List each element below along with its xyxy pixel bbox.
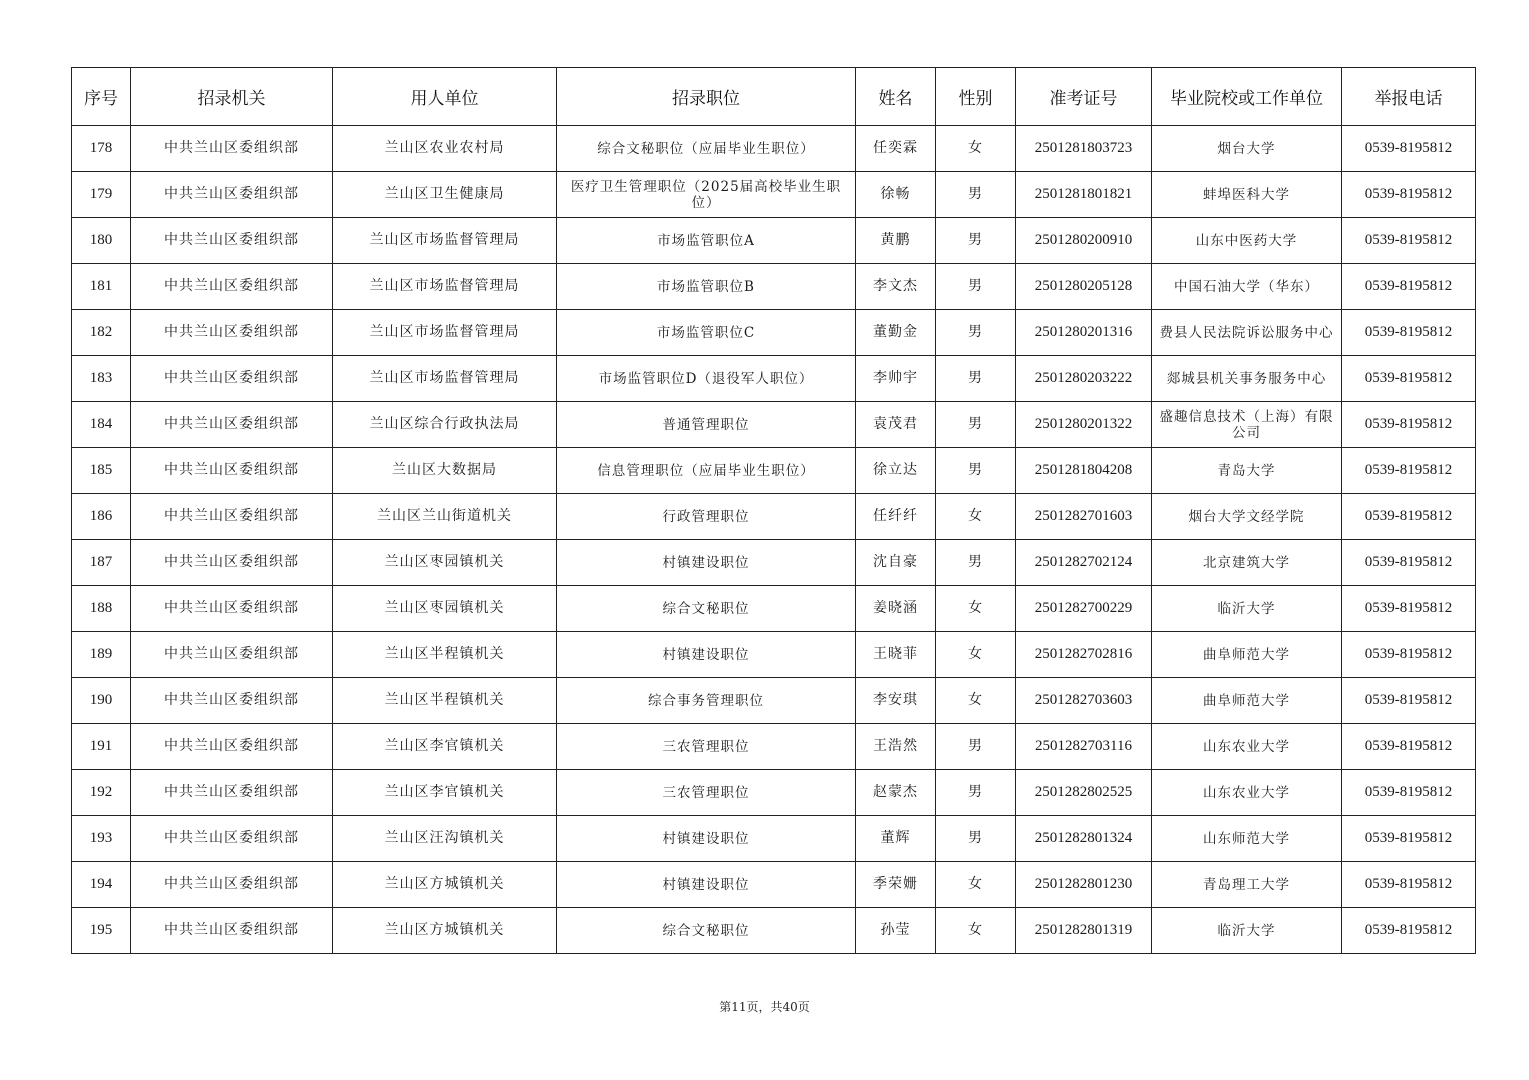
cell-position: 综合文秘职位 [557, 908, 856, 954]
cell-recruiting-agency: 中共兰山区委组织部 [131, 724, 333, 770]
cell-school-or-workplace: 山东农业大学 [1152, 724, 1342, 770]
cell-report-phone: 0539-8195812 [1342, 356, 1476, 402]
cell-exam-id: 2501280201316 [1016, 310, 1152, 356]
cell-school-or-workplace: 蚌埠医科大学 [1152, 172, 1342, 218]
table-header [72, 68, 1476, 126]
cell-school-or-workplace: 临沂大学 [1152, 908, 1342, 954]
cell-gender: 男 [936, 356, 1016, 402]
cell-school-or-workplace: 青岛理工大学 [1152, 862, 1342, 908]
header-exam-id: 准考证号 [1016, 68, 1152, 126]
page-footer: 第11页，共40页 [719, 1000, 810, 1014]
cell-position: 村镇建设职位 [557, 540, 856, 586]
header-gender: 性别 [936, 68, 1016, 126]
cell-name: 沈自豪 [856, 540, 936, 586]
cell-index: 190 [72, 678, 131, 724]
cell-report-phone: 0539-8195812 [1342, 770, 1476, 816]
cell-gender: 男 [936, 402, 1016, 448]
table-row [72, 816, 1476, 862]
cell-position: 村镇建设职位 [557, 632, 856, 678]
cell-report-phone: 0539-8195812 [1342, 126, 1476, 172]
cell-recruiting-agency: 中共兰山区委组织部 [131, 310, 333, 356]
cell-report-phone: 0539-8195812 [1342, 632, 1476, 678]
cell-exam-id: 2501282801319 [1016, 908, 1152, 954]
cell-position: 医疗卫生管理职位（2025届高校毕业生职位） [557, 172, 856, 218]
cell-position: 三农管理职位 [557, 724, 856, 770]
cell-employer: 兰山区市场监督管理局 [333, 310, 557, 356]
cell-position: 综合文秘职位 [557, 586, 856, 632]
cell-exam-id: 2501282802525 [1016, 770, 1152, 816]
cell-gender: 男 [936, 724, 1016, 770]
cell-exam-id: 2501280200910 [1016, 218, 1152, 264]
cell-exam-id: 2501281803723 [1016, 126, 1152, 172]
cell-recruiting-agency: 中共兰山区委组织部 [131, 356, 333, 402]
cell-recruiting-agency: 中共兰山区委组织部 [131, 862, 333, 908]
cell-recruiting-agency: 中共兰山区委组织部 [131, 126, 333, 172]
cell-position: 信息管理职位（应届毕业生职位） [557, 448, 856, 494]
cell-name: 王浩然 [856, 724, 936, 770]
cell-name: 赵蒙杰 [856, 770, 936, 816]
cell-school-or-workplace: 曲阜师范大学 [1152, 632, 1342, 678]
cell-school-or-workplace: 山东师范大学 [1152, 816, 1342, 862]
header-school-or-workplace: 毕业院校或工作单位 [1152, 68, 1342, 126]
cell-report-phone: 0539-8195812 [1342, 310, 1476, 356]
table-row [72, 126, 1476, 172]
cell-gender: 男 [936, 770, 1016, 816]
cell-position: 市场监管职位D（退役军人职位） [557, 356, 856, 402]
table-body [72, 126, 1476, 954]
table-row [72, 586, 1476, 632]
cell-employer: 兰山区综合行政执法局 [333, 402, 557, 448]
table-row [72, 494, 1476, 540]
cell-position: 市场监管职位A [557, 218, 856, 264]
cell-school-or-workplace: 青岛大学 [1152, 448, 1342, 494]
cell-employer: 兰山区兰山街道机关 [333, 494, 557, 540]
cell-report-phone: 0539-8195812 [1342, 402, 1476, 448]
cell-index: 184 [72, 402, 131, 448]
cell-exam-id: 2501282703603 [1016, 678, 1152, 724]
cell-name: 季荣姗 [856, 862, 936, 908]
cell-gender: 女 [936, 862, 1016, 908]
cell-employer: 兰山区卫生健康局 [333, 172, 557, 218]
cell-employer: 兰山区李官镇机关 [333, 770, 557, 816]
cell-school-or-workplace: 郯城县机关事务服务中心 [1152, 356, 1342, 402]
cell-recruiting-agency: 中共兰山区委组织部 [131, 264, 333, 310]
cell-position: 村镇建设职位 [557, 816, 856, 862]
cell-employer: 兰山区汪沟镇机关 [333, 816, 557, 862]
header-position: 招录职位 [557, 68, 856, 126]
cell-school-or-workplace: 临沂大学 [1152, 586, 1342, 632]
cell-position: 市场监管职位B [557, 264, 856, 310]
cell-recruiting-agency: 中共兰山区委组织部 [131, 770, 333, 816]
cell-recruiting-agency: 中共兰山区委组织部 [131, 678, 333, 724]
cell-recruiting-agency: 中共兰山区委组织部 [131, 218, 333, 264]
results-table [71, 67, 1476, 954]
cell-name: 李安琪 [856, 678, 936, 724]
cell-position: 行政管理职位 [557, 494, 856, 540]
header-row [72, 68, 1476, 126]
cell-name: 王晓菲 [856, 632, 936, 678]
cell-report-phone: 0539-8195812 [1342, 448, 1476, 494]
cell-position: 村镇建设职位 [557, 862, 856, 908]
cell-employer: 兰山区枣园镇机关 [333, 586, 557, 632]
table-row [72, 356, 1476, 402]
cell-school-or-workplace: 山东中医药大学 [1152, 218, 1342, 264]
cell-employer: 兰山区半程镇机关 [333, 678, 557, 724]
cell-employer: 兰山区李官镇机关 [333, 724, 557, 770]
cell-exam-id: 2501281804208 [1016, 448, 1152, 494]
table-row [72, 310, 1476, 356]
cell-gender: 男 [936, 264, 1016, 310]
cell-index: 188 [72, 586, 131, 632]
cell-exam-id: 2501282702816 [1016, 632, 1152, 678]
cell-report-phone: 0539-8195812 [1342, 494, 1476, 540]
cell-report-phone: 0539-8195812 [1342, 724, 1476, 770]
cell-exam-id: 2501280205128 [1016, 264, 1152, 310]
cell-exam-id: 2501282701603 [1016, 494, 1152, 540]
cell-school-or-workplace: 曲阜师范大学 [1152, 678, 1342, 724]
cell-school-or-workplace: 盛趣信息技术（上海）有限公司 [1152, 402, 1342, 448]
cell-name: 任纤纤 [856, 494, 936, 540]
cell-gender: 女 [936, 908, 1016, 954]
cell-index: 192 [72, 770, 131, 816]
cell-position: 市场监管职位C [557, 310, 856, 356]
cell-employer: 兰山区方城镇机关 [333, 862, 557, 908]
cell-employer: 兰山区市场监督管理局 [333, 356, 557, 402]
cell-gender: 女 [936, 678, 1016, 724]
cell-gender: 女 [936, 632, 1016, 678]
cell-name: 董辉 [856, 816, 936, 862]
table-row [72, 862, 1476, 908]
cell-school-or-workplace: 中国石油大学（华东） [1152, 264, 1342, 310]
cell-position: 普通管理职位 [557, 402, 856, 448]
cell-index: 178 [72, 126, 131, 172]
table-row [72, 264, 1476, 310]
cell-gender: 男 [936, 816, 1016, 862]
cell-index: 179 [72, 172, 131, 218]
cell-employer: 兰山区市场监督管理局 [333, 264, 557, 310]
cell-recruiting-agency: 中共兰山区委组织部 [131, 632, 333, 678]
cell-report-phone: 0539-8195812 [1342, 862, 1476, 908]
cell-index: 180 [72, 218, 131, 264]
table-row [72, 402, 1476, 448]
cell-employer: 兰山区方城镇机关 [333, 908, 557, 954]
table-row [72, 678, 1476, 724]
cell-report-phone: 0539-8195812 [1342, 172, 1476, 218]
header-index: 序号 [72, 68, 131, 126]
cell-gender: 男 [936, 218, 1016, 264]
header-report-phone: 举报电话 [1342, 68, 1476, 126]
cell-report-phone: 0539-8195812 [1342, 540, 1476, 586]
cell-gender: 女 [936, 586, 1016, 632]
table-row [72, 448, 1476, 494]
cell-school-or-workplace: 烟台大学文经学院 [1152, 494, 1342, 540]
cell-report-phone: 0539-8195812 [1342, 264, 1476, 310]
cell-index: 182 [72, 310, 131, 356]
cell-name: 姜晓涵 [856, 586, 936, 632]
cell-name: 李文杰 [856, 264, 936, 310]
cell-index: 185 [72, 448, 131, 494]
table-row [72, 540, 1476, 586]
cell-recruiting-agency: 中共兰山区委组织部 [131, 448, 333, 494]
cell-name: 孙莹 [856, 908, 936, 954]
cell-school-or-workplace: 烟台大学 [1152, 126, 1342, 172]
cell-report-phone: 0539-8195812 [1342, 586, 1476, 632]
table-row [72, 172, 1476, 218]
table-row [72, 632, 1476, 678]
cell-recruiting-agency: 中共兰山区委组织部 [131, 402, 333, 448]
cell-exam-id: 2501280201322 [1016, 402, 1152, 448]
cell-recruiting-agency: 中共兰山区委组织部 [131, 816, 333, 862]
cell-name: 董勤金 [856, 310, 936, 356]
cell-gender: 女 [936, 126, 1016, 172]
header-employer: 用人单位 [333, 68, 557, 126]
cell-report-phone: 0539-8195812 [1342, 908, 1476, 954]
cell-name: 徐立达 [856, 448, 936, 494]
cell-index: 194 [72, 862, 131, 908]
cell-exam-id: 2501282801230 [1016, 862, 1152, 908]
cell-recruiting-agency: 中共兰山区委组织部 [131, 172, 333, 218]
cell-exam-id: 2501282703116 [1016, 724, 1152, 770]
cell-index: 189 [72, 632, 131, 678]
cell-gender: 男 [936, 540, 1016, 586]
cell-index: 181 [72, 264, 131, 310]
table-row [72, 218, 1476, 264]
cell-position: 三农管理职位 [557, 770, 856, 816]
cell-report-phone: 0539-8195812 [1342, 218, 1476, 264]
cell-name: 袁茂君 [856, 402, 936, 448]
cell-index: 191 [72, 724, 131, 770]
header-name: 姓名 [856, 68, 936, 126]
cell-report-phone: 0539-8195812 [1342, 816, 1476, 862]
cell-exam-id: 2501282700229 [1016, 586, 1152, 632]
cell-position: 综合文秘职位（应届毕业生职位） [557, 126, 856, 172]
cell-employer: 兰山区枣园镇机关 [333, 540, 557, 586]
cell-name: 任奕霖 [856, 126, 936, 172]
table-row [72, 724, 1476, 770]
cell-name: 徐畅 [856, 172, 936, 218]
cell-exam-id: 2501282702124 [1016, 540, 1152, 586]
cell-gender: 男 [936, 448, 1016, 494]
cell-recruiting-agency: 中共兰山区委组织部 [131, 586, 333, 632]
cell-recruiting-agency: 中共兰山区委组织部 [131, 540, 333, 586]
cell-gender: 男 [936, 310, 1016, 356]
cell-exam-id: 2501281801821 [1016, 172, 1152, 218]
cell-gender: 女 [936, 494, 1016, 540]
cell-recruiting-agency: 中共兰山区委组织部 [131, 908, 333, 954]
cell-position: 综合事务管理职位 [557, 678, 856, 724]
cell-employer: 兰山区市场监督管理局 [333, 218, 557, 264]
cell-recruiting-agency: 中共兰山区委组织部 [131, 494, 333, 540]
cell-index: 187 [72, 540, 131, 586]
cell-school-or-workplace: 北京建筑大学 [1152, 540, 1342, 586]
cell-index: 195 [72, 908, 131, 954]
cell-index: 183 [72, 356, 131, 402]
cell-employer: 兰山区农业农村局 [333, 126, 557, 172]
cell-employer: 兰山区半程镇机关 [333, 632, 557, 678]
cell-name: 李帅宇 [856, 356, 936, 402]
cell-employer: 兰山区大数据局 [333, 448, 557, 494]
cell-index: 186 [72, 494, 131, 540]
cell-gender: 男 [936, 172, 1016, 218]
cell-exam-id: 2501282801324 [1016, 816, 1152, 862]
cell-school-or-workplace: 山东农业大学 [1152, 770, 1342, 816]
cell-exam-id: 2501280203222 [1016, 356, 1152, 402]
cell-school-or-workplace: 费县人民法院诉讼服务中心 [1152, 310, 1342, 356]
cell-report-phone: 0539-8195812 [1342, 678, 1476, 724]
cell-name: 黄鹏 [856, 218, 936, 264]
table-row [72, 908, 1476, 954]
cell-index: 193 [72, 816, 131, 862]
header-recruiting-agency: 招录机关 [131, 68, 333, 126]
table-row [72, 770, 1476, 816]
